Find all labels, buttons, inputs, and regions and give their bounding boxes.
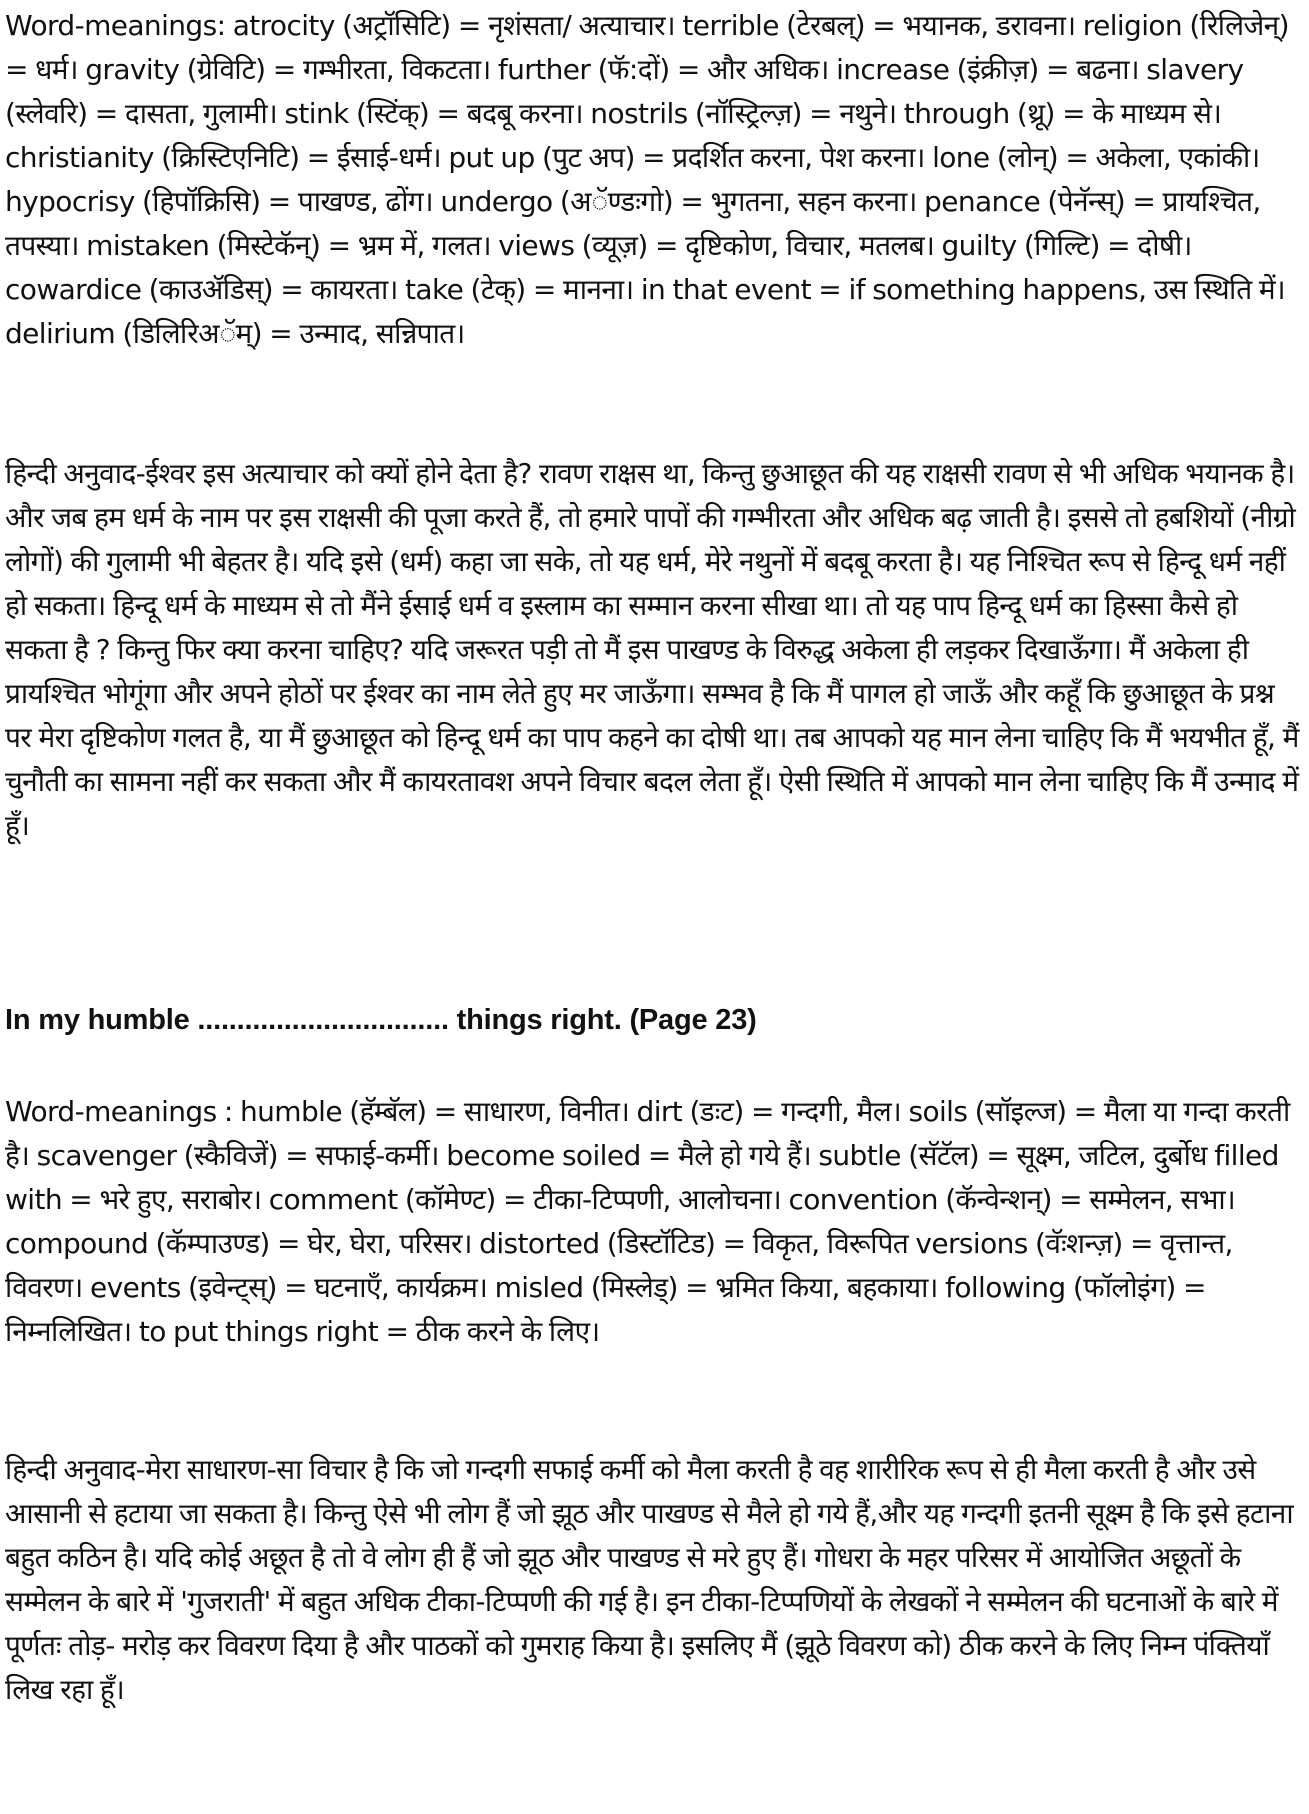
word-meanings-paragraph-2: Word-meanings : humble (हॅम्बॅल) = साधारण, विनीत। dirt (डःट) = गन्दगी, मैल। soils (सॉइल्ज) = मैला या गन्दा करती है। scavenger (स्कैविजें) = सफाई-कर्मी। become soiled = मैले हो गये हैं। subtle (सॅटॅल) = सूक्ष्म, जटिल, दुर्बोध filled with = भरे हुए, सराबोर। comment (कॉमेण्ट) = टीका-टिप्पणी, आलोचना। convention (कॅन्वेन्शन्) = सम्मेलन, सभा। compound (कॅम्पाउण्ड) = घेर, घेरा, परिसर। distorted (डिस्टॉटिड) = विकृत, विरूपित versions (वॅःशन्ज़) = वृत्तान्त, विवरण। events (इवेन्ट्स्) = घटनाएँ, कार्यक्रम। misled (मिस्लेड्) = भ्रमित किया, बहकाया। following (फॉलोइंग) = निम्नलिखित। to put things right = ठीक करने के लिए।: [5, 1095, 1290, 1348]
section-heading: In my humble ................................ things right. (Page 23): [5, 1004, 757, 1036]
hindi-translation-paragraph-2: हिन्दी अनुवाद-मेरा साधारण-सा विचार है कि जो गन्दगी सफाई कर्मी को मैला करती है वह शारीरिक रूप से ही मैला करती है और उसे आसानी से हटाया जा सकता है। किन्तु ऐसे भी लोग हैं जो झूठ और पाखण्ड से मैले हो गये हैं,और यह गन्दगी इतनी सूक्ष्म है कि इसे हटाना बहुत कठिन है। यदि कोई अछूत है तो वे लोग ही हैं जो झूठ और पाखण्ड से मरे हुए हैं। गोधरा के महर परिसर में आयोजित अछूतों के सम्मेलन के बारे में 'गुजराती' में बहुत अधिक टीका-टिप्पणी की गई है। इन टीका-टिप्पणियों के लेखकों ने सम्मेलन की घटनाओं के बारे में पूर्णतः तोड़- मरोड़ कर विवरण दिया है और पाठकों को गुमराह किया है। इसलिए मैं (झूठे विवरण को) ठीक करने के लिए निम्न पंक्तियाँ लिख रहा हूँ।: [5, 1453, 1293, 1706]
hindi-translation-paragraph: हिन्दी अनुवाद-ईश्वर इस अत्याचार को क्यों होने देता है? रावण राक्षस था, किन्तु छुआछूत की यह राक्षसी रावण से भी अधिक भयानक है। और जब हम धर्म के नाम पर इस राक्षसी की पूजा करते हैं, तो हमारे पापों की गम्भीरता और अधिक बढ़ जाती है। इससे तो हबशियों (नीग्रो लोगों) की गुलामी भी बेहतर है। यदि इसे (धर्म) कहा जा सके, तो यह धर्म, मेरे नथुनों में बदबू करता है। यह निश्चित रूप से हिन्दू धर्म नहीं हो सकता। हिन्दू धर्म के माध्यम से तो मैंने ईसाई धर्म व इस्लाम का सम्मान करना सीखा था। तो यह पाप हिन्दू धर्म का हिस्सा कैसे हो सकता है ? किन्तु फिर क्या करना चाहिए? यदि जरूरत पड़ी तो मैं इस पाखण्ड के विरुद्ध अकेला ही लड़कर दिखाऊँगा। मैं अकेला ही प्रायश्चित भोगूंगा और अपने होठों पर ईश्वर का नाम लेते हुए मर जाऊँगा। सम्भव है कि मैं पागल हो जाऊँ और कहूँ कि छुआछूत के प्रश्न पर मेरा दृष्टिकोण गलत है, या मैं छुआछूत को हिन्दू धर्म का पाप कहने का दोषी था। तब आपको यह मान लेना चाहिए कि मैं भयभीत हूँ, मैं चुनौती का सामना नहीं कर सकता और मैं कायरतावश अपने विचार बदल लेता हूँ। ऐसी स्थिति में आपको मान लेना चाहिए कि मैं उन्माद में हूँ।: [5, 457, 1299, 842]
word-meanings-paragraph: Word-meanings: atrocity (अट्रॉसिटि) = नृशंसता/ अत्याचार। terrible (टेरबल्) = भयानक, डरावना। religion (रिलिजेन्) = धर्म। gravity (ग्रेविटि) = गम्भीरता, विकटता। further (फॅ:दों) = और अधिक। increase (इंक्रीज़) = बढना। slavery (स्लेवरि) = दासता, गुलामी। stink (स्टिंक्) = बदबू करना। nostrils (नॉस्ट्रिल्ज़) = नथुने। through (थ्रू) = के माध्यम से। christianity (क्रिस्टिएनिटि) = ईसाई-धर्म। put up (पुट अप) = प्रदर्शित करना, पेश करना। lone (लोन्) = अकेला, एकांकी। hypocrisy (हिपॉक्रिसि) = पाखण्ड, ढोंग। undergo (अॅण्डःगो) = भुगतना, सहन करना। penance (पेनॅन्स्) = प्रायश्चित, तपस्या। mistaken (मिस्टेकॅन्) = भ्रम में, गलत। views (व्यूज़) = दृष्टिकोण, विचार, मतलब। guilty (गिल्टि) = दोषी। cowardice (काउॲडिस्) = कायरता। take (टेक्) = मानना। in that event = if something happens, उस स्थिति में। delirium (डिलिरिअॅम्) = उन्माद, सन्निपात।: [5, 9, 1289, 350]
